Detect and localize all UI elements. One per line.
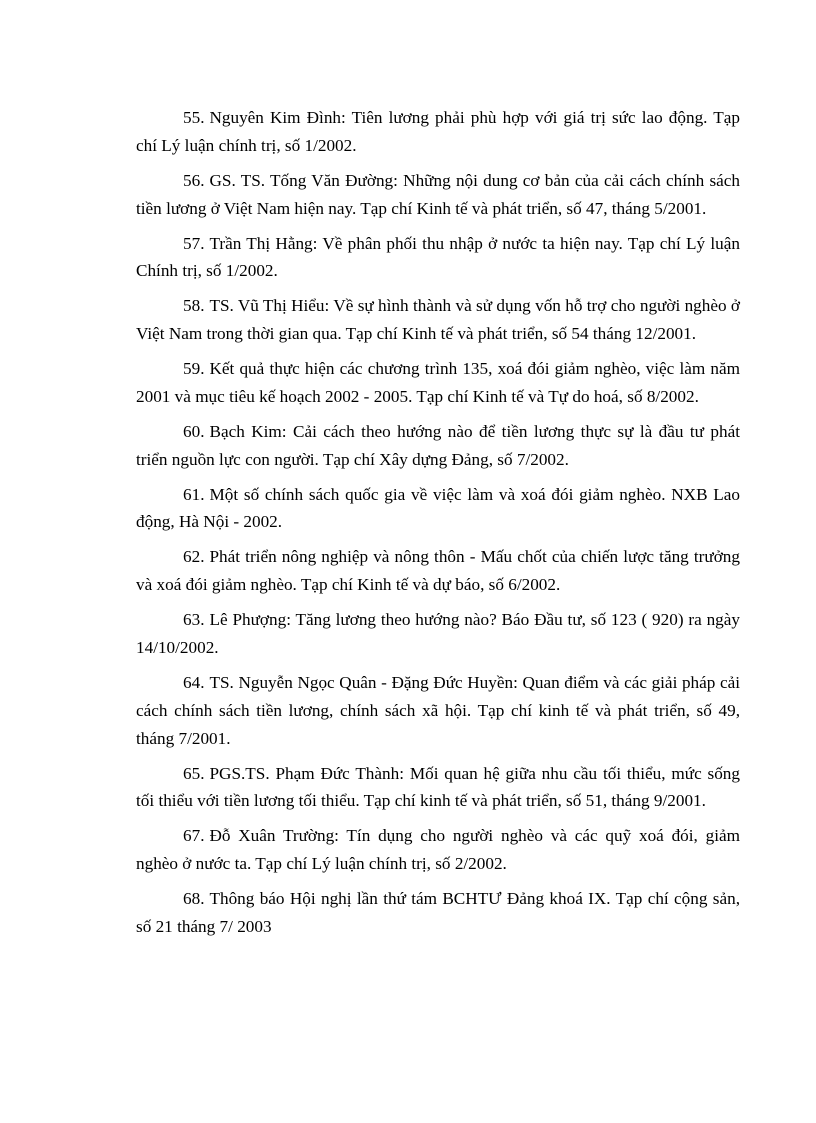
reference-number: 61. [183, 484, 205, 504]
reference-text: Lê Phượng: Tăng lương theo hướng nào? Báo Đầu tư, số 123 ( 920) ra ngày 14/10/2002. [136, 610, 740, 658]
reference-item-61 [136, 481, 740, 537]
reference-item-68 [136, 885, 740, 941]
reference-item-59 [136, 355, 740, 411]
reference-number: 65. [183, 763, 205, 783]
reference-number: 60. [183, 421, 205, 441]
reference-number: 55. [183, 108, 205, 127]
reference-number: 58. [183, 296, 205, 316]
reference-number: 63. [183, 610, 205, 630]
reference-number: 59. [183, 359, 205, 379]
reference-text: Đỗ Xuân Trường: Tín dụng cho người nghèo và các quỹ xoá đói, giảm nghèo ở nước ta. Tạp chí Lý luận chính trị, số 2/2002. [136, 826, 740, 874]
reference-text: Kết quả thực hiện các chương trình 135, xoá đói giảm nghèo, việc làm năm 2001 và mục tiêu kế hoạch 2002 - 2005. Tạp chí Kinh tế và Tự do hoá, số 8/2002. [136, 359, 740, 406]
reference-item-63 [136, 606, 740, 662]
reference-number: 57. [183, 233, 205, 253]
reference-item-67 [136, 822, 740, 878]
reference-text: Bạch Kim: Cải cách theo hướng nào để tiền lương thực sự là đầu tư phát triển nguồn lực con người. Tạp chí Xây dựng Đảng, số 7/2002. [136, 421, 740, 469]
reference-text: TS. Vũ Thị Hiểu: Về sự hình thành và sử dụng vốn hỗ trợ cho người nghèo ở Việt Nam trong thời gian qua. Tạp chí Kinh tế và phát triển, số 54 tháng 12/2001. [136, 296, 740, 344]
reference-item-57 [136, 230, 740, 286]
reference-text: Phát triển nông nghiệp và nông thôn - Mấu chốt của chiến lược tăng trưởng và xoá đói giảm nghèo. Tạp chí Kinh tế và dự báo, số 6/2002. [136, 547, 740, 595]
reference-item-65 [136, 760, 740, 816]
reference-text: Một số chính sách quốc gia về việc làm và xoá đói giảm nghèo. NXB Lao động, Hà Nội - 2002. [136, 484, 740, 532]
reference-text: Thông báo Hội nghị lần thứ tám BCHTƯ Đảng khoá IX. Tạp chí cộng sản, số 21 tháng 7/ 2003 [136, 889, 740, 936]
reference-item-58 [136, 292, 740, 348]
reference-text: TS. Nguyễn Ngọc Quân - Đặng Đức Huyền: Quan điểm và các giải pháp cải cách chính sách tiền lương, chính sách xã hội. Tạp chí kinh tế và phát triển, số 49, tháng 7/2001. [136, 673, 740, 748]
reference-item-56 [136, 167, 740, 223]
reference-number: 56. [183, 170, 205, 190]
reference-list [136, 104, 740, 948]
reference-number: 62. [183, 547, 205, 567]
reference-number: 64. [183, 673, 205, 693]
reference-text: GS. TS. Tống Văn Đường: Những nội dung cơ bản của cải cách chính sách tiền lương ở Việt Nam hiện nay. Tạp chí Kinh tế và phát triển, số 47, tháng 5/2001. [136, 170, 740, 218]
reference-text: Trần Thị Hằng: Về phân phối thu nhập ở nước ta hiện nay. Tạp chí Lý luận Chính trị, số 1/2002. [136, 233, 740, 281]
reference-item-55 [136, 104, 740, 160]
reference-item-62 [136, 543, 740, 599]
reference-number: 68. [183, 889, 205, 909]
reference-text: Nguyên Kim Đình: Tiên lương phải phù hợp với giá trị sức lao động. Tạp chí Lý luận chính trị, số 1/2002. [136, 108, 740, 155]
reference-text: PGS.TS. Phạm Đức Thành: Mối quan hệ giữa nhu cầu tối thiểu, mức sống tối thiểu với tiền lương tối thiểu. Tạp chí kinh tế và phát triển, số 51, tháng 9/2001. [136, 763, 740, 811]
reference-item-64 [136, 669, 740, 752]
reference-number: 67. [183, 826, 205, 846]
reference-item-60 [136, 418, 740, 474]
